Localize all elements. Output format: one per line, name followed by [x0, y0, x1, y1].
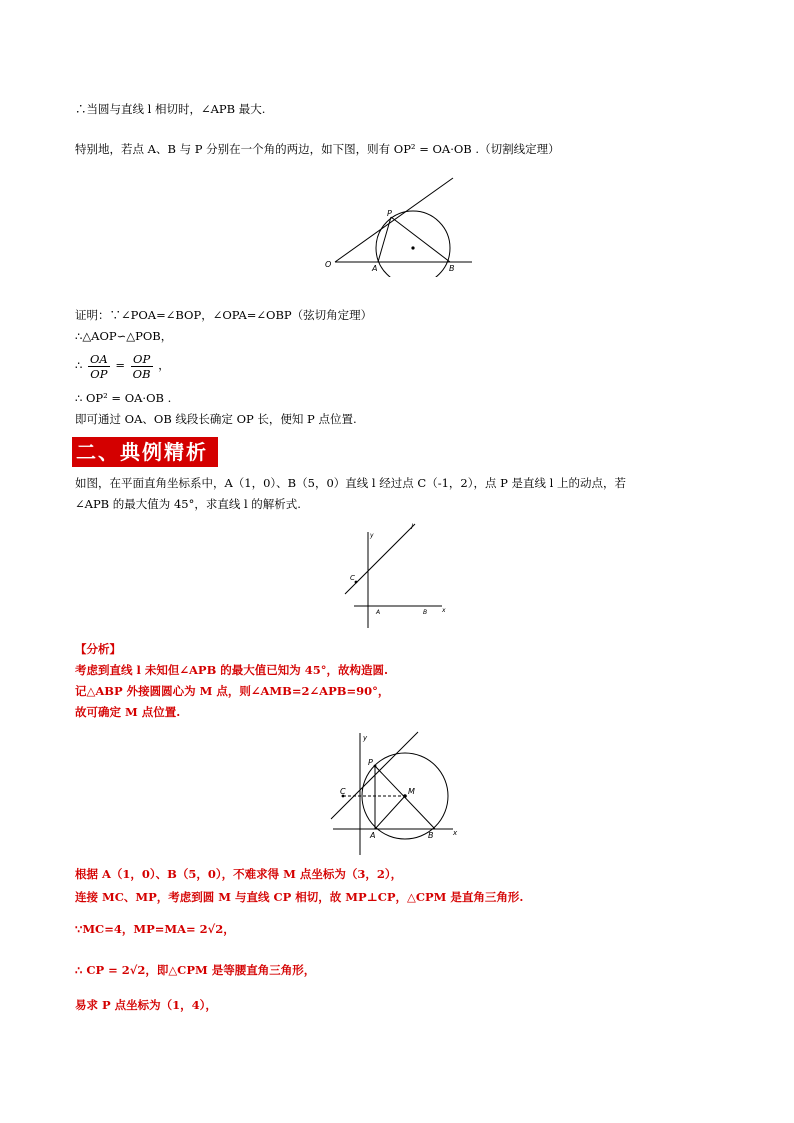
fig3-label-P: P: [368, 758, 373, 767]
fig1-label-A: A: [372, 264, 378, 273]
solution-line-1: 根据 A（1，0）、B（5，0），不难求得 M 点坐标为（3，2），: [75, 867, 403, 881]
proof-suffix: ，: [158, 358, 170, 372]
fig1-circle: [376, 211, 450, 277]
problem-line-1: 如图，在平面直角坐标系中，A（1，0）、B（5，0）直线 l 经过点 C（-1，2），点 P 是直线 l 上的动点，若: [75, 476, 627, 490]
fig2-label-l: l: [411, 523, 413, 531]
fig2-label-C: C: [350, 574, 355, 582]
section-title: 二、典例精析: [72, 437, 218, 467]
fig3-label-y: y: [363, 734, 368, 742]
fraction-OA-OP: [88, 352, 110, 381]
figure-tangent-secant: [320, 172, 480, 277]
proof-line-5: 即可通过 OA、OB 线段长确定 OP 长，便知 P 点位置.: [75, 412, 357, 426]
analysis-title: 【分析】: [75, 642, 121, 656]
solution-line-5: 易求 P 点坐标为（1，4），: [75, 998, 217, 1012]
fig2-line-l: [345, 524, 415, 594]
intro-line-2: 特别地，若点 A、B 与 P 分别在一个角的两边，如下图，则有 OP² = OA·OB .（切割线定理）: [75, 142, 560, 156]
fig3-label-C: C: [340, 787, 346, 796]
intro-line-1: ∴当圆与直线 l 相切时，∠APB 最大.: [75, 102, 266, 116]
fig1-tangent-line: [335, 178, 453, 262]
fig2-point-C: [355, 581, 358, 584]
figure-coordinate-line: [338, 520, 450, 632]
problem-line-2: ∠APB 的最大值为 45°，求直线 l 的解析式.: [75, 497, 301, 511]
frac-left-denominator: OP: [90, 366, 108, 381]
fig3-point-M: [403, 794, 407, 798]
fig1-label-P: P: [387, 209, 392, 218]
fig2-label-x: x: [442, 607, 446, 614]
fig3-segment-AM: [375, 796, 405, 829]
fig3-label-B: B: [428, 831, 434, 840]
frac-left-numerator: OA: [89, 351, 108, 366]
fig3-label-A: A: [370, 831, 376, 840]
proof-line-2: ∴△AOP∽△POB，: [75, 329, 173, 343]
proof-line-4: ∴ OP² = OA·OB .: [75, 391, 172, 405]
figure-circle-M: [325, 727, 465, 859]
fig1-label-O: O: [325, 260, 332, 269]
fig3-label-x: x: [453, 829, 458, 837]
proof-fraction-line: [75, 349, 170, 381]
fraction-OP-OB: [131, 352, 153, 381]
analysis-line-3: 故可确定 M 点位置.: [75, 705, 181, 719]
equals-sign: =: [115, 358, 126, 372]
fig1-label-B: B: [449, 264, 455, 273]
solution-line-3: ∵MC=4，MP=MA= 2√2，: [75, 922, 235, 936]
fig3-point-P: [374, 765, 377, 768]
fig3-label-M: M: [408, 787, 415, 796]
frac-right-numerator: OP: [131, 352, 153, 367]
frac-right-denominator: OB: [132, 366, 151, 381]
fig2-label-A: A: [376, 609, 381, 616]
fig2-label-y: y: [370, 532, 374, 539]
analysis-line-2: 记△ABP 外接圆圆心为 M 点，则∠AMB=2∠APB=90°，: [75, 684, 390, 698]
proof-line-1: 证明：∵∠POA=∠BOP，∠OPA=∠OBP（弦切角定理）: [75, 308, 373, 322]
analysis-line-1: 考虑到直线 l 未知但∠APB 的最大值已知为 45°，故构造圆.: [75, 663, 389, 677]
fig1-center-dot: [411, 246, 414, 249]
solution-line-4: ∴ CP = 2√2，即△CPM 是等腰直角三角形，: [75, 963, 316, 977]
solution-line-2: 连接 MC、MP，考虑到圆 M 与直线 CP 相切，故 MP⊥CP，△CPM 是直角三角形.: [75, 890, 524, 904]
proof-prefix: ∴: [75, 358, 83, 372]
fig2-label-B: B: [423, 609, 428, 616]
